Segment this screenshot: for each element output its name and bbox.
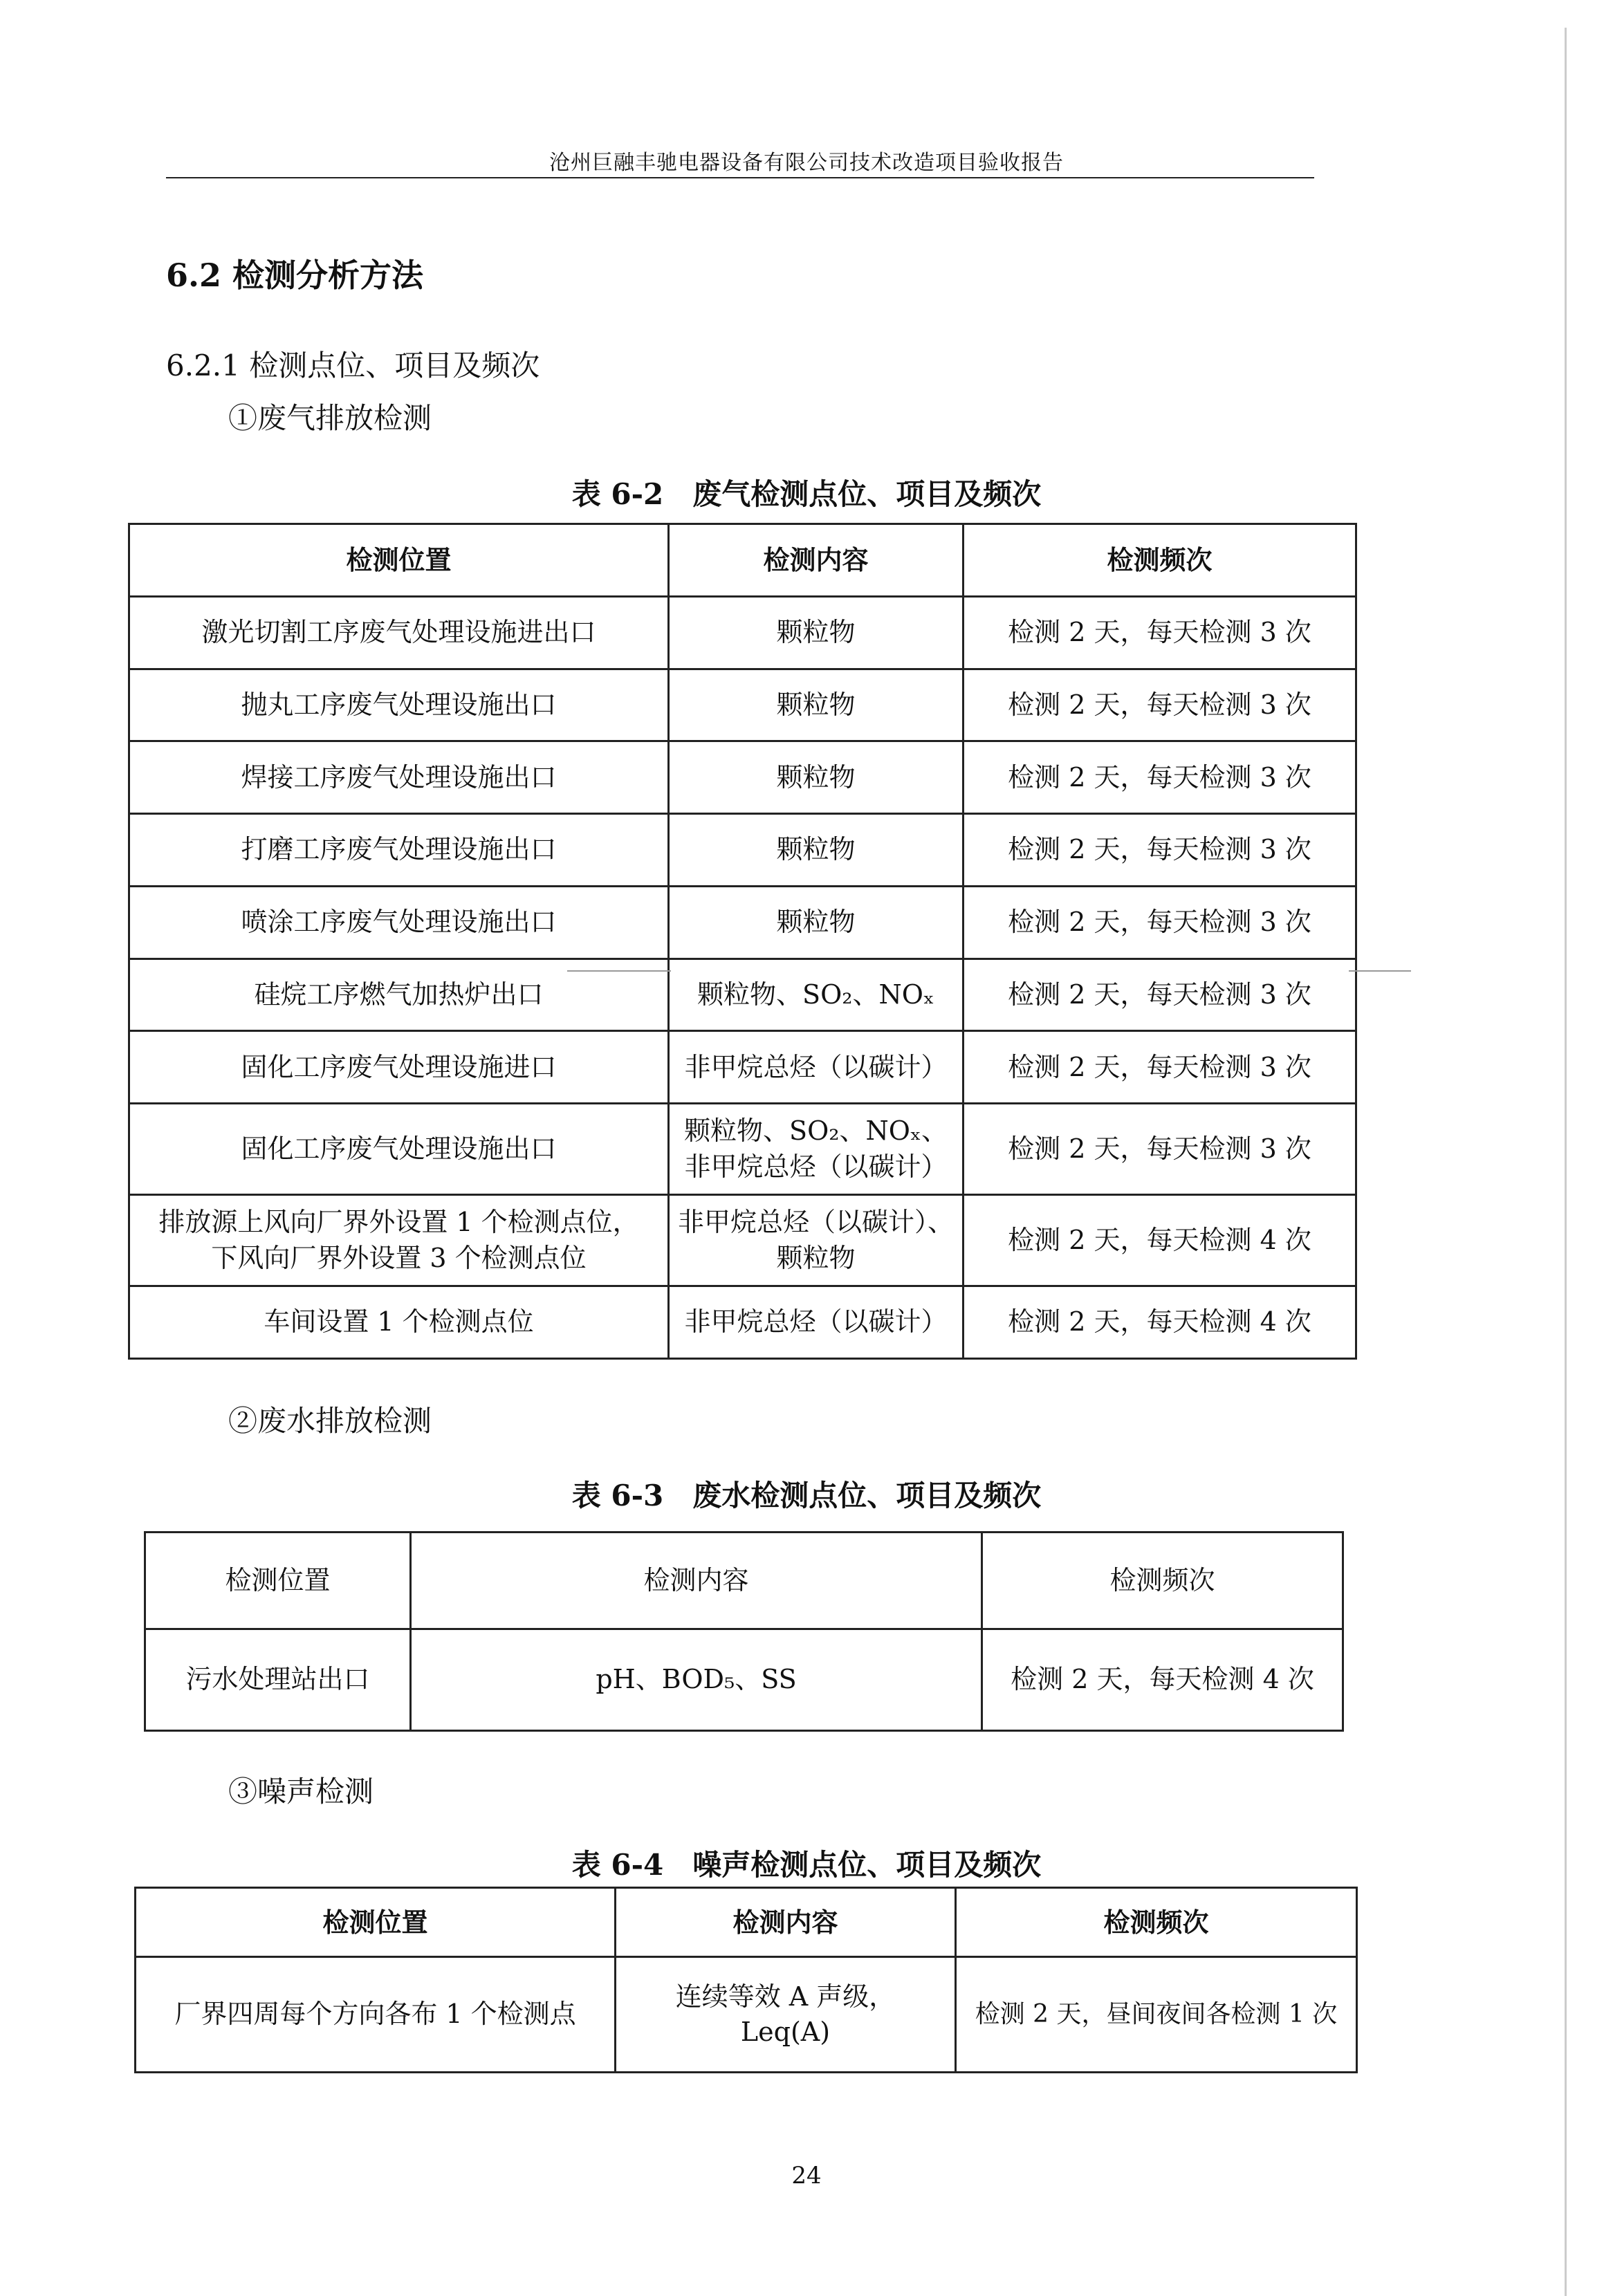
table-row (129, 741, 1356, 814)
table-row (136, 1957, 1357, 2073)
table-row (129, 1031, 1356, 1104)
cell-content: 颗粒物 (669, 741, 964, 814)
cell-frequency: 检测 2 天，每天检测 4 次 (964, 1195, 1356, 1286)
cell-frequency: 检测 2 天，每天检测 3 次 (964, 814, 1356, 887)
table-6-3 (144, 1531, 1344, 1732)
header-cell-frequency: 检测频次 (964, 524, 1356, 597)
table-header-row (129, 524, 1356, 597)
cell-location: 打磨工序废气处理设施出口 (129, 814, 669, 887)
table-row (129, 1104, 1356, 1195)
cell-content: 非甲烷总烃（以碳计）、 颗粒物 (669, 1195, 964, 1286)
cell-location: 固化工序废气处理设施进口 (129, 1031, 669, 1104)
cell-location: 车间设置 1 个检测点位 (129, 1286, 669, 1359)
cell-frequency: 检测 2 天，每天检测 4 次 (964, 1286, 1356, 1359)
table-row (129, 669, 1356, 741)
cell-frequency: 检测 2 天，每天检测 3 次 (964, 741, 1356, 814)
item-noise-heading: ③噪声检测 (228, 1775, 374, 1808)
subsection-title: 6.2.1 检测点位、项目及频次 (166, 349, 540, 382)
cell-location: 激光切割工序废气处理设施进出口 (129, 596, 669, 669)
cell-location: 排放源上风向厂界外设置 1 个检测点位， 下风向厂界外设置 3 个检测点位 (129, 1195, 669, 1286)
cell-frequency: 检测 2 天，每天检测 4 次 (982, 1629, 1343, 1731)
header-cell-frequency: 检测频次 (956, 1888, 1357, 1957)
table-6-4-caption: 表 6-4 噪声检测点位、项目及频次 (571, 1848, 1042, 1882)
scan-artifact-line (1349, 970, 1411, 972)
cell-frequency: 检测 2 天，每天检测 3 次 (964, 669, 1356, 741)
header-cell-location: 检测位置 (136, 1888, 616, 1957)
scan-edge-line (1565, 28, 1567, 2296)
cell-content: 颗粒物、SO₂、NOₓ、 非甲烷总烃（以碳计） (669, 1104, 964, 1195)
header-cell-location: 检测位置 (129, 524, 669, 597)
page-number: 24 (791, 2162, 822, 2189)
cell-frequency: 检测 2 天，每天检测 3 次 (964, 1104, 1356, 1195)
cell-location: 固化工序废气处理设施出口 (129, 1104, 669, 1195)
cell-location: 污水处理站出口 (145, 1629, 411, 1731)
table-row (129, 886, 1356, 959)
section-title: 6.2 检测分析方法 (166, 257, 424, 294)
scan-artifact-line (567, 970, 671, 972)
table-row (129, 1286, 1356, 1359)
table-6-2-caption: 表 6-2 废气检测点位、项目及频次 (571, 477, 1042, 511)
header-cell-location: 检测位置 (145, 1533, 411, 1629)
cell-frequency: 检测 2 天，昼间夜间各检测 1 次 (956, 1957, 1357, 2073)
header-cell-content: 检测内容 (669, 524, 964, 597)
item-exhaust-heading: ①废气排放检测 (228, 401, 432, 435)
cell-location: 厂界四周每个方向各布 1 个检测点 (136, 1957, 616, 2073)
cell-location: 抛丸工序废气处理设施出口 (129, 669, 669, 741)
header-cell-content: 检测内容 (411, 1533, 982, 1629)
table-row (129, 1195, 1356, 1286)
page-header: 沧州巨融丰驰电器设备有限公司技术改造项目验收报告 (549, 151, 1064, 175)
cell-content: pH、BOD₅、SS (411, 1629, 982, 1731)
cell-content: 颗粒物 (669, 886, 964, 959)
table-header-row (145, 1533, 1343, 1629)
cell-frequency: 检测 2 天，每天检测 3 次 (964, 886, 1356, 959)
cell-frequency: 检测 2 天，每天检测 3 次 (964, 596, 1356, 669)
table-row (129, 814, 1356, 887)
table-row (145, 1629, 1343, 1731)
cell-content: 颗粒物 (669, 669, 964, 741)
cell-content: 颗粒物、SO₂、NOₓ (669, 959, 964, 1031)
table-row (129, 959, 1356, 1031)
header-cell-frequency: 检测频次 (982, 1533, 1343, 1629)
header-divider (166, 177, 1314, 178)
table-header-row (136, 1888, 1357, 1957)
cell-content: 颗粒物 (669, 596, 964, 669)
cell-frequency: 检测 2 天，每天检测 3 次 (964, 959, 1356, 1031)
cell-location: 喷涂工序废气处理设施出口 (129, 886, 669, 959)
cell-location: 硅烷工序燃气加热炉出口 (129, 959, 669, 1031)
cell-content: 颗粒物 (669, 814, 964, 887)
table-row (129, 596, 1356, 669)
cell-content: 非甲烷总烃（以碳计） (669, 1286, 964, 1359)
cell-content: 连续等效 A 声级， Leq(A) (616, 1957, 956, 2073)
cell-content: 非甲烷总烃（以碳计） (669, 1031, 964, 1104)
table-6-4 (134, 1887, 1358, 2073)
cell-location: 焊接工序废气处理设施出口 (129, 741, 669, 814)
table-6-2 (128, 523, 1357, 1360)
item-wastewater-heading: ②废水排放检测 (228, 1404, 432, 1438)
table-6-3-caption: 表 6-3 废水检测点位、项目及频次 (571, 1479, 1042, 1512)
cell-frequency: 检测 2 天，每天检测 3 次 (964, 1031, 1356, 1104)
header-cell-content: 检测内容 (616, 1888, 956, 1957)
